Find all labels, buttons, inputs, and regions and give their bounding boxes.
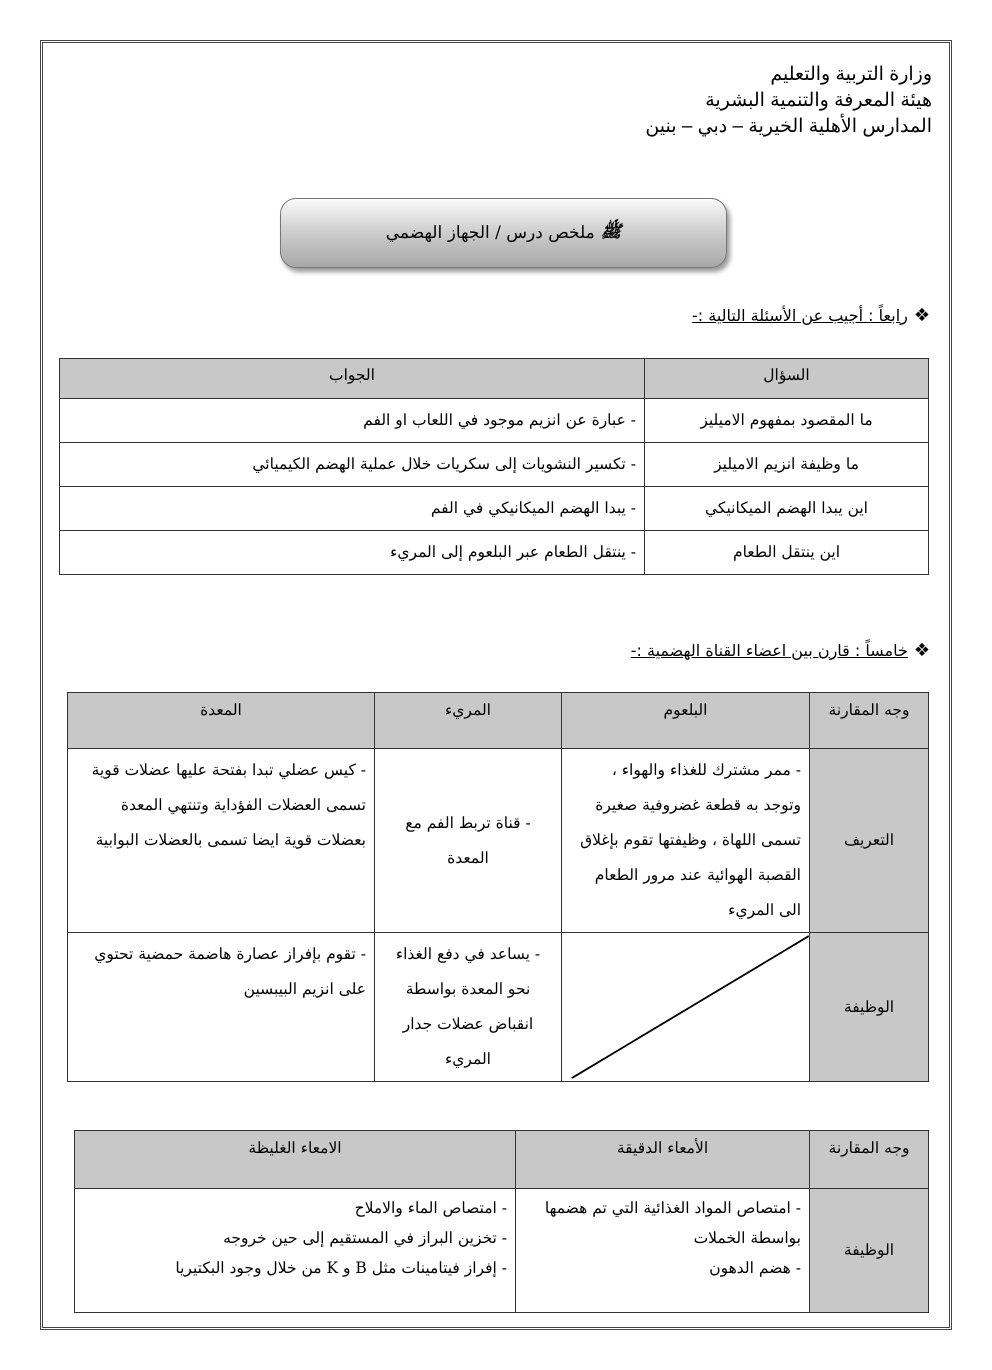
stomach-function: - تقوم بإفراز عصارة هاضمة حمضية تحتوي على انزيم البيبسين <box>68 933 375 1082</box>
intestines-compare-table <box>74 1130 929 1313</box>
authority-name: هيئة المعرفة والتنمية البشرية <box>705 90 932 111</box>
header-aspect: وجه المقارنة <box>810 693 929 749</box>
answer: - يبدا الهضم الميكانيكي في الفم <box>60 487 645 531</box>
diamond-bullet-icon: ❖ <box>913 305 930 326</box>
question: اين ينتقل الطعام <box>645 531 929 575</box>
ministry-name: وزارة التربية والتعليم <box>770 64 932 85</box>
row-label-function: الوظيفة <box>810 1189 929 1313</box>
point: - امتصاص الماء والاملاح <box>354 1199 507 1217</box>
header-stomach: المعدة <box>68 693 375 749</box>
point: - إفراز فيتامينات مثل B و K من خلال وجود البكتيريا <box>175 1259 507 1277</box>
header-small-intestine: الأمعاء الدقيقة <box>516 1131 810 1189</box>
table-row <box>75 1189 929 1313</box>
question: ما المقصود بمفهوم الاميليز <box>645 399 929 443</box>
qa-table <box>59 358 929 575</box>
table-row <box>68 933 929 1082</box>
table-row <box>68 749 929 933</box>
header-pharynx: البلعوم <box>562 693 810 749</box>
question: اين يبدا الهضم الميكانيكي <box>645 487 929 531</box>
section4-heading <box>692 305 930 326</box>
large-intestine-function <box>75 1189 516 1313</box>
row-label-function: الوظيفة <box>810 933 929 1082</box>
pharynx-definition: - ممر مشترك للغذاء والهواء ، وتوجد به قطعة غضروفية صغيرة تسمى اللهاة ، وظيفتها تقوم بإغلاق القصبة الهوائية عند مرور الطعام الى المريء <box>562 749 810 933</box>
table-row <box>60 399 929 443</box>
answer: - ينتقل الطعام عبر البلعوم إلى المريء <box>60 531 645 575</box>
answer: - تكسير النشويات إلى سكريات خلال عملية الهضم الكيميائي <box>60 443 645 487</box>
school-name: المدارس الأهلية الخيرية – دبي – بنين <box>645 116 932 137</box>
school-header <box>645 62 932 140</box>
scroll-ornament-icon: ﷺ <box>600 221 622 242</box>
small-intestine-function <box>516 1189 810 1313</box>
esophagus-definition: - قناة تربط الفم مع المعدة <box>375 749 562 933</box>
pharynx-function-empty <box>562 933 810 1082</box>
header-aspect: وجه المقارنة <box>810 1131 929 1189</box>
diamond-bullet-icon: ❖ <box>913 640 930 661</box>
section4-title: رابعاً : أجيب عن الأسئلة التالية :- <box>691 306 908 325</box>
organs-compare-table <box>67 692 929 1082</box>
row-label-definition: التعريف <box>810 749 929 933</box>
section5-heading <box>631 640 930 661</box>
point: - امتصاص المواد الغذائية التي تم هضمها بواسطة الخملات <box>544 1199 801 1247</box>
header-answer: الجواب <box>60 359 645 399</box>
lesson-title: ملخص درس / الجهاز الهضمي <box>385 223 595 243</box>
table-row <box>60 487 929 531</box>
esophagus-function: - يساعد في دفع الغذاء نحو المعدة بواسطة انقباض عضلات جدار المريء <box>375 933 562 1082</box>
lesson-title-box <box>280 198 727 268</box>
question: ما وظيفة انزيم الاميليز <box>645 443 929 487</box>
point: - هضم الدهون <box>709 1259 801 1277</box>
header-esophagus: المريء <box>375 693 562 749</box>
header-large-intestine: الامعاء الغليظة <box>75 1131 516 1189</box>
answer: - عبارة عن انزيم موجود في اللعاب او الفم <box>60 399 645 443</box>
table-row <box>60 443 929 487</box>
point: - تخزين البراز في المستقيم إلى حين خروجه <box>223 1229 507 1247</box>
header-question: السؤال <box>645 359 929 399</box>
stomach-definition: - كيس عضلي تبدا بفتحة عليها عضلات قوية تسمى العضلات الفؤداية وتنتهي المعدة بعضلات قوية ايضا تسمى بالعضلات البوابية <box>68 749 375 933</box>
table-row <box>60 531 929 575</box>
section5-title: خامساً : قارن بين اعضاء القناة الهضمية :- <box>630 641 908 660</box>
